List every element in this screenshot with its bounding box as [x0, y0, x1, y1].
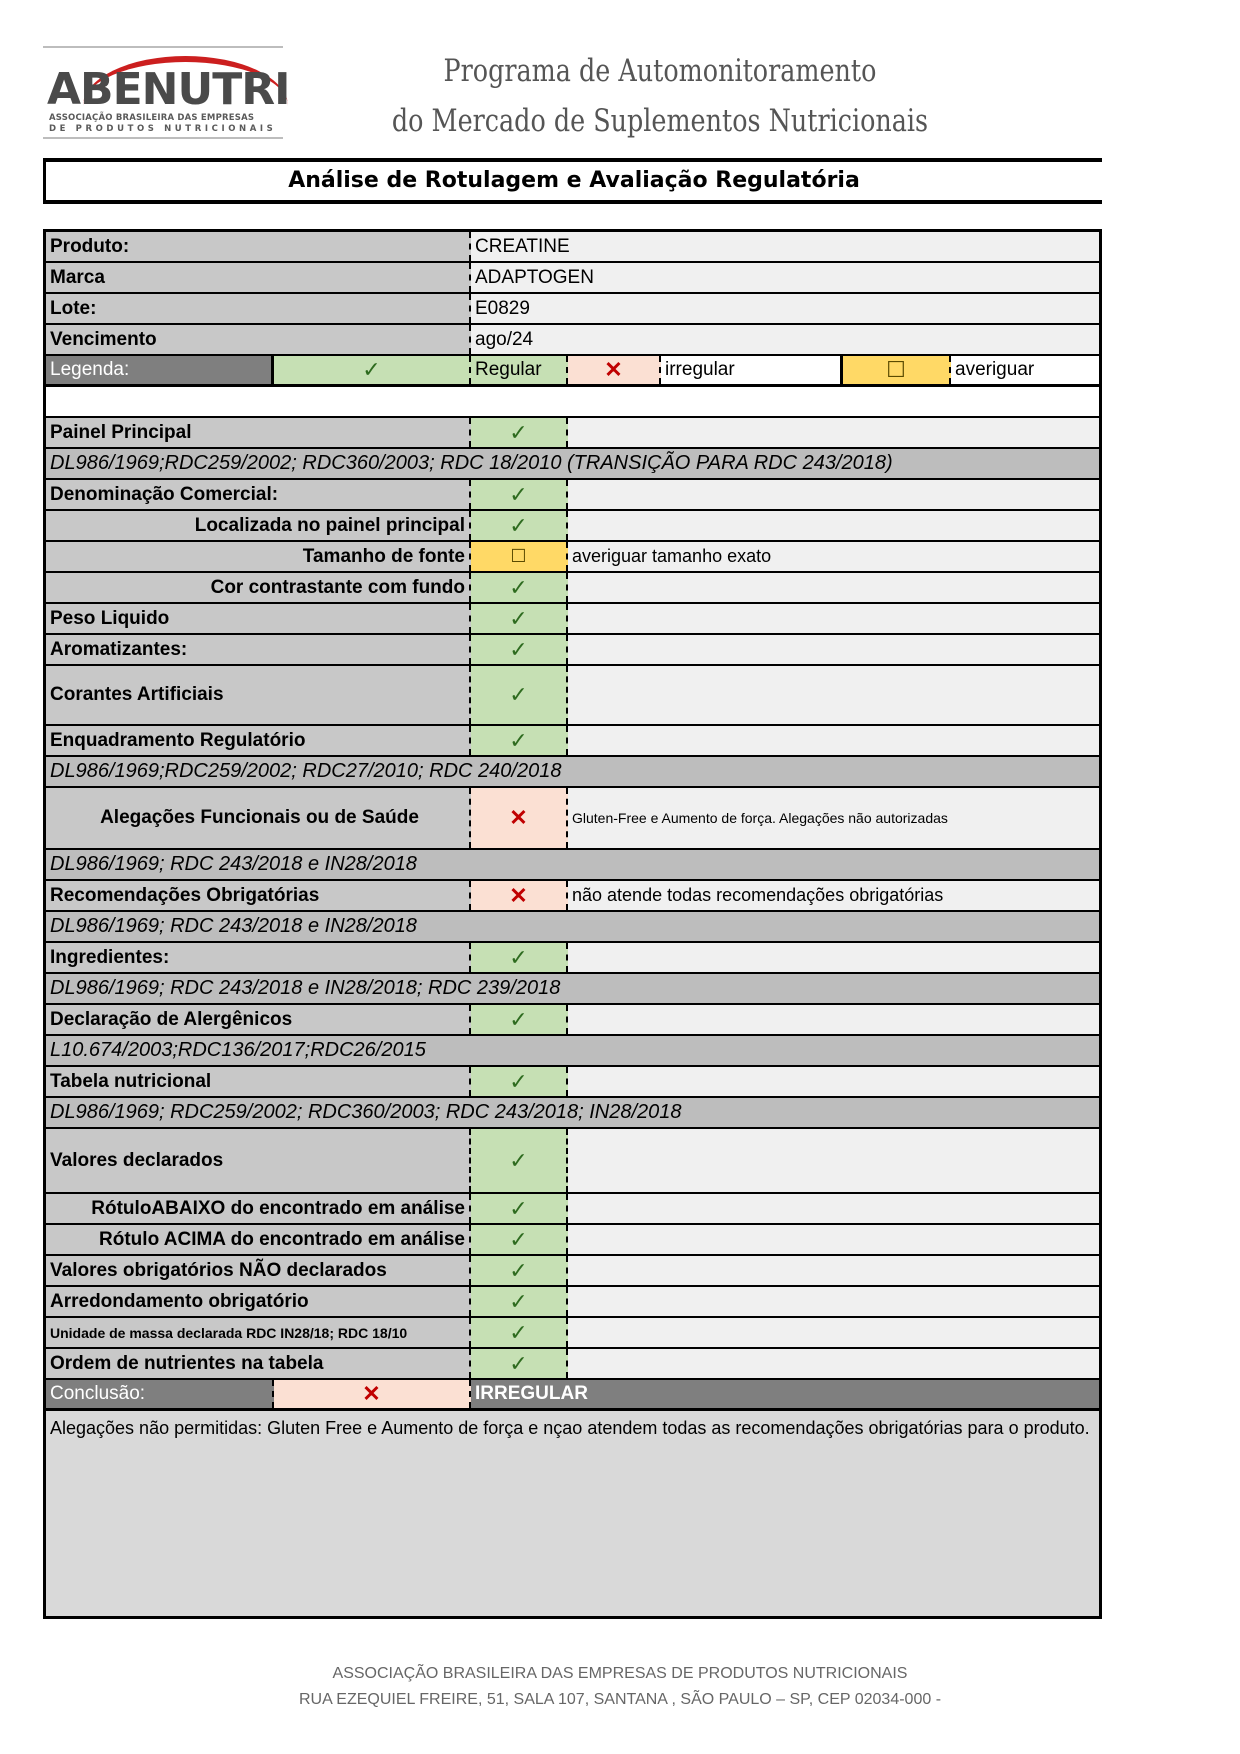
expiry-value: ago/24: [471, 325, 1099, 354]
check-icon: ✓: [471, 418, 568, 447]
check-row: [46, 666, 1099, 726]
regulation-reference-row: [46, 757, 1099, 788]
check-label: Valores declarados: [46, 1129, 471, 1192]
check-row: [46, 1067, 1099, 1098]
check-label: Localizada no painel principal: [46, 511, 471, 540]
footer: [0, 1661, 1240, 1713]
check-label: Cor contrastante com fundo: [46, 573, 471, 602]
regulation-reference: DL986/1969;RDC259/2002; RDC27/2010; RDC 240/2018: [46, 757, 1099, 786]
check-row: [46, 1318, 1099, 1349]
check-label: Enquadramento Regulatório: [46, 726, 471, 755]
conclusion-text: Alegações não permitidas: Gluten Free e Aumento de força e nçao atendem todas as recomendações obrigatórias para o produto.: [46, 1411, 1099, 1616]
check-comment: [568, 1005, 1099, 1034]
check-label: Declaração de Alergênicos: [46, 1005, 471, 1034]
check-label: Tabela nutricional: [46, 1067, 471, 1096]
check-comment: [568, 418, 1099, 447]
brand-value: ADAPTOGEN: [471, 263, 1099, 292]
regulation-reference: DL986/1969; RDC 243/2018 e IN28/2018: [46, 912, 1099, 941]
check-row: [46, 480, 1099, 511]
check-label: Denominação Comercial:: [46, 480, 471, 509]
check-comment: [568, 1287, 1099, 1316]
check-icon: ✓: [471, 943, 568, 972]
check-icon: ✓: [471, 1225, 568, 1254]
logo-name: ABENUTRI: [47, 64, 290, 115]
regulation-reference-row: [46, 1098, 1099, 1129]
brand-row: [46, 263, 1099, 294]
check-row: [46, 635, 1099, 666]
check-icon: ✕: [471, 881, 568, 910]
abenutri-logo: [43, 46, 290, 141]
regulation-reference: DL986/1969; RDC 243/2018 e IN28/2018; RDC 239/2018: [46, 974, 1099, 1003]
logo-subtitle-2: DE PRODUTOS NUTRICIONAIS: [49, 124, 277, 134]
check-icon: ✓: [471, 573, 568, 602]
check-label: Recomendações Obrigatórias: [46, 881, 471, 910]
lot-label: Lote:: [46, 294, 471, 323]
check-row: [46, 418, 1099, 449]
check-comment: [568, 511, 1099, 540]
regulation-reference-row: [46, 449, 1099, 480]
legend-label: Legenda:: [46, 356, 274, 384]
check-icon: ✓: [471, 726, 568, 755]
check-icon: ✓: [471, 1067, 568, 1096]
check-icon: ✓: [471, 635, 568, 664]
lot-value: E0829: [471, 294, 1099, 323]
check-row: [46, 1349, 1099, 1380]
check-row: [46, 511, 1099, 542]
check-label: Ordem de nutrientes na tabela: [46, 1349, 471, 1378]
product-value: CREATINE: [471, 232, 1099, 261]
check-label: RótuloABAIXO do encontrado em análise: [46, 1194, 471, 1223]
check-row: [46, 943, 1099, 974]
conclusion-label: Conclusão:: [46, 1380, 274, 1408]
regulation-reference: DL986/1969; RDC259/2002; RDC360/2003; RDC 243/2018; IN28/2018: [46, 1098, 1099, 1127]
check-row: [46, 542, 1099, 573]
conclusion-result: IRREGULAR: [471, 1380, 1099, 1408]
check-row: [46, 1194, 1099, 1225]
check-label: Painel Principal: [46, 418, 471, 447]
check-label: Tamanho de fonte: [46, 542, 471, 571]
footer-line-1: ASSOCIAÇÃO BRASILEIRA DAS EMPRESAS DE PRODUTOS NUTRICIONAIS: [332, 1665, 908, 1682]
check-comment: [568, 1067, 1099, 1096]
check-comment: [568, 1349, 1099, 1378]
check-icon: ✓: [471, 666, 568, 724]
check-icon: ☐: [471, 542, 568, 571]
legend-averiguar-label: averiguar: [951, 356, 1099, 384]
check-comment: Gluten-Free e Aumento de força. Alegações não autorizadas: [568, 788, 1099, 848]
check-row: [46, 726, 1099, 757]
check-comment: [568, 1225, 1099, 1254]
legend-regular-icon: ✓: [274, 356, 471, 384]
check-icon: ✓: [471, 1318, 568, 1347]
legend-irregular-label: irregular: [661, 356, 843, 384]
page-title: Análise de Rotulagem e Avaliação Regulatória: [43, 158, 1102, 204]
check-label: Corantes Artificiais: [46, 666, 471, 724]
check-row: [46, 1256, 1099, 1287]
check-comment: [568, 1129, 1099, 1192]
check-icon: ✓: [471, 1349, 568, 1378]
logo-subtitle-1: ASSOCIAÇÃO BRASILEIRA DAS EMPRESAS: [49, 113, 255, 123]
conclusion-icon: ✕: [274, 1380, 471, 1408]
check-row: [46, 881, 1099, 912]
legend-averiguar-icon: ☐: [843, 356, 951, 384]
check-comment: [568, 635, 1099, 664]
check-comment: [568, 666, 1099, 724]
regulation-reference-row: [46, 1036, 1099, 1067]
legend-row: [46, 356, 1099, 387]
check-row: [46, 1287, 1099, 1318]
check-comment: [568, 1194, 1099, 1223]
legend-irregular-icon: ✕: [568, 356, 661, 384]
check-label: Ingredientes:: [46, 943, 471, 972]
check-label: Peso Liquido: [46, 604, 471, 633]
expiry-label: Vencimento: [46, 325, 471, 354]
check-row: [46, 1225, 1099, 1256]
check-icon: ✓: [471, 1256, 568, 1285]
check-icon: ✓: [471, 511, 568, 540]
check-comment: averiguar tamanho exato: [568, 542, 1099, 571]
check-comment: [568, 726, 1099, 755]
analysis-table: [43, 229, 1102, 1619]
check-label: Rótulo ACIMA do encontrado em análise: [46, 1225, 471, 1254]
check-comment: [568, 1318, 1099, 1347]
product-row: [46, 232, 1099, 263]
check-icon: ✓: [471, 1129, 568, 1192]
expiry-row: [46, 325, 1099, 356]
check-comment: [568, 943, 1099, 972]
check-icon: ✓: [471, 1194, 568, 1223]
check-icon: ✕: [471, 788, 568, 848]
spacer-row: [46, 387, 1099, 418]
regulation-reference: DL986/1969;RDC259/2002; RDC360/2003; RDC 18/2010 (TRANSIÇÃO PARA RDC 243/2018): [46, 449, 1099, 478]
check-label: Unidade de massa declarada RDC IN28/18; RDC 18/10: [46, 1318, 471, 1347]
check-comment: [568, 480, 1099, 509]
check-row: [46, 604, 1099, 635]
check-label: Arredondamento obrigatório: [46, 1287, 471, 1316]
check-label: Alegações Funcionais ou de Saúde: [46, 788, 471, 848]
check-label: Aromatizantes:: [46, 635, 471, 664]
regulation-reference-row: [46, 974, 1099, 1005]
regulation-reference: DL986/1969; RDC 243/2018 e IN28/2018: [46, 850, 1099, 879]
check-comment: [568, 1256, 1099, 1285]
regulation-reference-row: [46, 912, 1099, 943]
check-row: [46, 573, 1099, 604]
check-icon: ✓: [471, 1005, 568, 1034]
check-row: [46, 1005, 1099, 1036]
check-icon: ✓: [471, 604, 568, 633]
footer-line-2: RUA EZEQUIEL FREIRE, 51, SALA 107, SANTANA , SÃO PAULO – SP, CEP 02034-000 -: [298, 1691, 942, 1708]
check-row: [46, 788, 1099, 850]
regulation-reference-row: [46, 850, 1099, 881]
program-title: [389, 46, 930, 146]
check-label: Valores obrigatórios NÃO declarados: [46, 1256, 471, 1285]
check-icon: ✓: [471, 480, 568, 509]
legend-regular-label: Regular: [471, 356, 568, 384]
program-title-line-2: do Mercado de Suplementos Nutricionais: [391, 103, 929, 139]
conclusion-row: [46, 1380, 1099, 1411]
program-title-line-1: Programa de Automonitoramento: [443, 53, 877, 89]
check-comment: [568, 573, 1099, 602]
check-comment: não atende todas recomendações obrigatórias: [568, 881, 1099, 910]
regulation-reference: L10.674/2003;RDC136/2017;RDC26/2015: [46, 1036, 1099, 1065]
check-icon: ✓: [471, 1287, 568, 1316]
lot-row: [46, 294, 1099, 325]
check-comment: [568, 604, 1099, 633]
brand-label: Marca: [46, 263, 471, 292]
product-label: Produto:: [46, 232, 471, 261]
check-row: [46, 1129, 1099, 1194]
